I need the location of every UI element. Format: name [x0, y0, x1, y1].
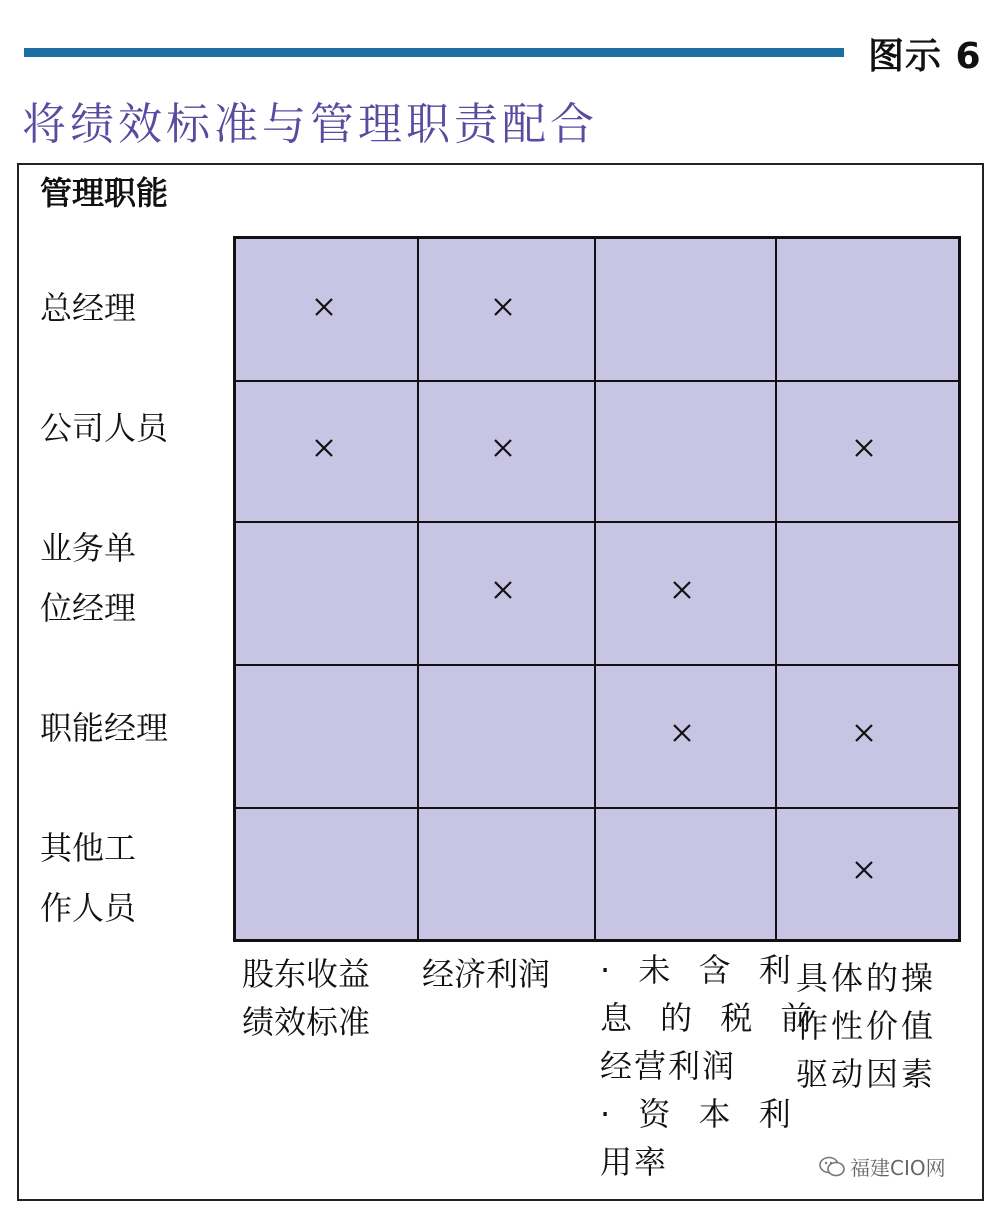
row-label-0	[40, 278, 136, 338]
row-label-1	[40, 398, 168, 458]
cross-mark-icon	[669, 577, 695, 603]
cross-mark-icon	[490, 294, 516, 320]
row-label-3	[40, 698, 168, 758]
row-label-line: 公司人员	[40, 409, 169, 447]
watermark-text: 福建CIO网	[850, 1156, 946, 1180]
responsibility-matrix	[233, 236, 961, 942]
row-label-line: 其他工	[40, 829, 137, 867]
grid-column-divider	[594, 239, 596, 939]
column-label-0	[242, 950, 370, 1046]
figure-title: 将绩效标准与管理职责配合	[22, 99, 598, 150]
column-label-line: 用率	[600, 1143, 669, 1181]
row-label-2	[40, 518, 136, 638]
column-label-line: · 资 本 利	[600, 1095, 800, 1133]
column-label-line: 经营利润	[600, 1047, 737, 1085]
column-label-line: 息 的 税 前	[600, 999, 822, 1037]
column-label-line: 经济利润	[422, 955, 551, 993]
column-label-3	[796, 954, 936, 1098]
header-rule	[24, 48, 844, 57]
cross-mark-icon	[490, 435, 516, 461]
row-label-4	[40, 818, 136, 938]
column-label-line: 驱动因素	[796, 1055, 937, 1093]
grid-row-divider	[236, 807, 958, 809]
cross-mark-icon	[851, 720, 877, 746]
row-axis-title: 管理职能	[40, 174, 169, 212]
cross-mark-icon	[311, 435, 337, 461]
row-label-line: 作人员	[40, 889, 137, 927]
wechat-icon	[818, 1155, 846, 1179]
grid-column-divider	[775, 239, 777, 939]
watermark	[818, 1152, 946, 1181]
cross-mark-icon	[851, 435, 877, 461]
cross-mark-icon	[490, 577, 516, 603]
grid-column-divider	[417, 239, 419, 939]
column-label-1	[422, 950, 550, 998]
cross-mark-icon	[851, 857, 877, 883]
row-label-line: 总经理	[40, 289, 137, 327]
column-label-2	[600, 946, 822, 1186]
row-label-line: 职能经理	[40, 709, 169, 747]
grid-row-divider	[236, 664, 958, 666]
row-label-line: 业务单	[40, 529, 137, 567]
figure-label: 图示 6	[868, 36, 982, 77]
cross-mark-icon	[311, 294, 337, 320]
grid-row-divider	[236, 380, 958, 382]
column-label-line: · 未 含 利	[600, 951, 800, 989]
row-label-line: 位经理	[40, 589, 137, 627]
column-label-line: 绩效标准	[242, 1003, 371, 1041]
column-label-line: 股东收益	[242, 955, 371, 993]
column-label-line: 作性价值	[796, 1007, 937, 1045]
column-label-line: 具体的操	[796, 959, 937, 997]
grid-row-divider	[236, 521, 958, 523]
cross-mark-icon	[669, 720, 695, 746]
